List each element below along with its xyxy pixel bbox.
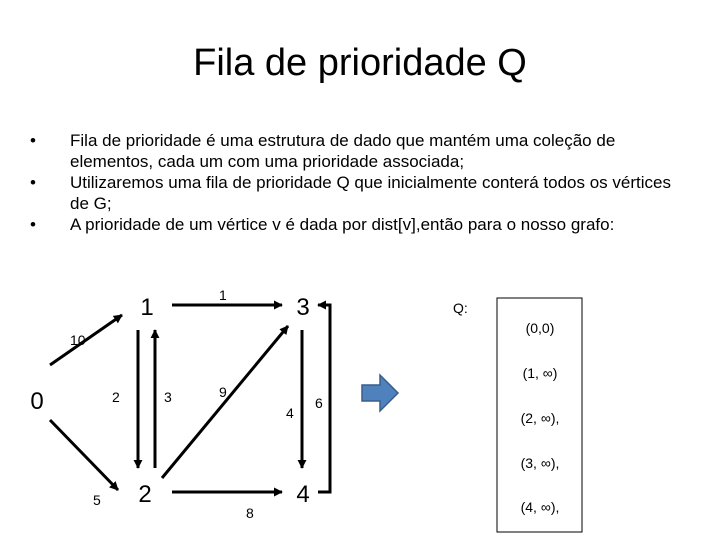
queue-label: Q: <box>453 300 468 316</box>
slide-title: Fila de prioridade Q <box>193 42 527 84</box>
right-block-arrow-icon <box>362 375 398 411</box>
edge-weight-0-2: 5 <box>93 492 101 508</box>
bullet-text: Utilizaremos uma fila de prioridade Q que inicialmente conterá todos os vértices de G; <box>70 173 671 213</box>
edge-weight-1-3: 1 <box>219 287 227 303</box>
graph-node-2: 2 <box>138 481 152 508</box>
bullet-dot-icon: • <box>30 131 36 150</box>
edge-weight-0-1: 10 <box>70 332 86 348</box>
edge-weight-3-4: 4 <box>286 405 294 421</box>
graph-node-3: 3 <box>296 294 310 321</box>
graph-node-0: 0 <box>30 388 44 415</box>
edge-weight-1-2: 2 <box>112 389 120 405</box>
queue-item: (4, ∞), <box>520 499 560 515</box>
bullet-text: Fila de prioridade é uma estrutura de dado que mantém uma coleção de elementos, cada um com uma prioridade associada; <box>70 131 616 171</box>
graph-node-4: 4 <box>296 481 310 508</box>
edge-2-3 <box>162 326 288 478</box>
queue-item: (3, ∞), <box>520 455 560 471</box>
edge-weight-2-4: 8 <box>246 505 254 521</box>
edge-0-2 <box>50 420 118 490</box>
bullet-dot-icon: • <box>30 173 36 192</box>
queue-item: (0,0) <box>525 320 555 336</box>
graph-node-1: 1 <box>140 294 154 321</box>
edge-weight-2-3: 9 <box>219 384 227 400</box>
edge-weight-4-3: 6 <box>315 395 323 411</box>
bullet-text: A prioridade de um vértice v é dada por dist[v],então para o nosso grafo: <box>70 215 615 234</box>
queue-item: (2, ∞), <box>520 410 560 426</box>
edge-0-1 <box>50 315 122 365</box>
edge-weight-2-1: 3 <box>164 389 172 405</box>
queue-item: (1, ∞) <box>522 365 558 381</box>
bullet-dot-icon: • <box>30 215 36 234</box>
